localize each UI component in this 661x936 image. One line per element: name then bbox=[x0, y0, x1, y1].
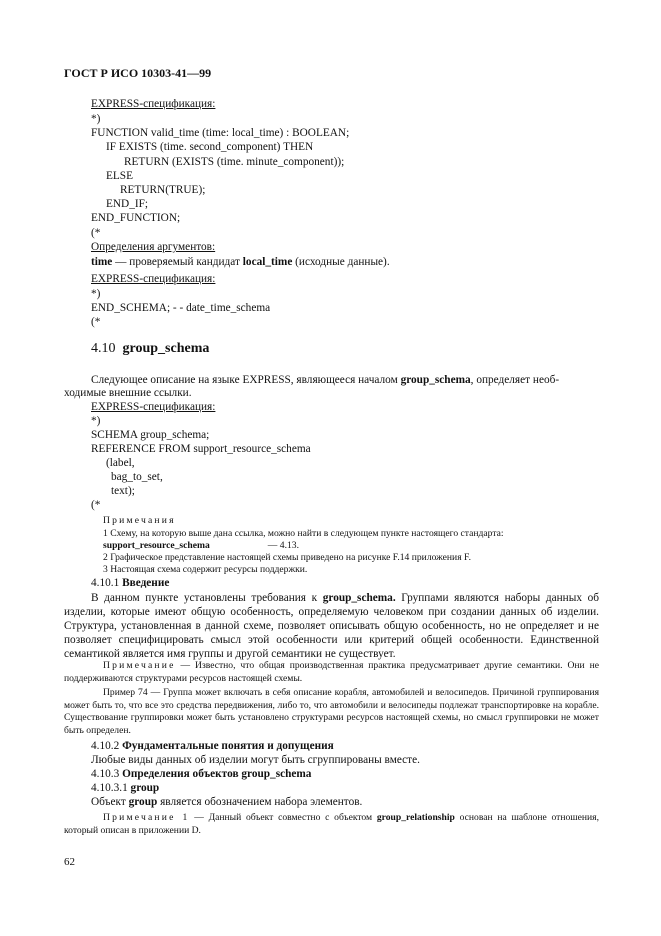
note-1-ref: — 4.13. bbox=[267, 540, 299, 551]
express-spec-label: EXPRESS-спецификация: bbox=[91, 401, 216, 413]
code-line: (* bbox=[91, 227, 101, 239]
note-4101 bbox=[64, 660, 599, 685]
paragraph-text: Объект bbox=[91, 796, 129, 808]
code-line: *) bbox=[91, 415, 101, 427]
code-line: (label, bbox=[106, 457, 135, 469]
entity-name: group_relationship bbox=[376, 812, 455, 823]
code-line: END_FUNCTION; bbox=[91, 212, 181, 224]
example-74: Пример 74 — Группа может включать в себя описание корабля, автомобилей и велосипедов. Причиной группирования может быть то, что все это средства передвижения, либо то, что автомобили и велосипеды подлежат транспортировке на корабле. Существование группировки может быть установлено структурами ресурсов настоящей схемы, но смысл группировки не может быть определен. bbox=[64, 687, 599, 736]
subsection-title: Определения объектов group_schema bbox=[122, 768, 312, 780]
note-3: 3 Настоящая схема содержит ресурсы поддержки. bbox=[103, 564, 308, 575]
entity-name: group bbox=[128, 796, 158, 808]
note-text: основан на шаблоне отношения, который описан в приложении D. bbox=[64, 812, 599, 836]
note-label: Примечание bbox=[103, 660, 176, 671]
note-label: Примечание 1 bbox=[103, 812, 190, 823]
paragraph-text: Группами являются наборы данных об изделии, которые имеют общую особенность, определяемую человеком при создании данных об изделии. Структура, установленная в данной схеме, позволяет описывать общую особенность, но не определяет и не позволяет специфицировать смысл этой особенности или критерий общей особенности. Единственной семантикой является имя группы и другой семантики не существует. bbox=[64, 592, 599, 660]
express-spec-label: EXPRESS-спецификация: bbox=[91, 273, 216, 285]
code-line: RETURN (EXISTS (time. minute_component)); bbox=[124, 156, 345, 168]
code-line: text); bbox=[111, 485, 135, 497]
note-1-reference bbox=[103, 540, 299, 551]
subsection-heading bbox=[91, 768, 311, 780]
subsection-number: 4.10.2 bbox=[91, 740, 120, 752]
page-number: 62 bbox=[64, 856, 75, 868]
paragraph-text: В данном пункте установлены требования к bbox=[91, 592, 323, 604]
code-line: IF EXISTS (time. second_component) THEN bbox=[106, 141, 314, 153]
subsection-title: group bbox=[130, 782, 160, 794]
document-header: ГОСТ Р ИСО 10303-41—99 bbox=[64, 66, 212, 80]
code-line: REFERENCE FROM support_resource_schema bbox=[91, 443, 311, 455]
subsection-title: Фундаментальные понятия и допущения bbox=[122, 740, 334, 752]
subsection-title: Введение bbox=[122, 577, 170, 589]
code-line: *) bbox=[91, 288, 101, 300]
notes-heading: Примечания bbox=[103, 515, 176, 526]
code-line: END_SCHEMA; - - date_time_schema bbox=[91, 302, 271, 314]
note-1-schema: support_resource_schema bbox=[103, 540, 210, 551]
code-line: *) bbox=[91, 113, 101, 125]
subsection-number: 4.10.3.1 bbox=[91, 782, 128, 794]
paragraph-text: является обозначением набора элементов. bbox=[157, 796, 363, 808]
arg-type: local_time bbox=[242, 256, 293, 268]
express-spec-label: EXPRESS-спецификация: bbox=[91, 98, 216, 110]
paragraph-4102: Любые виды данных об изделии могут быть сгруппированы вместе. bbox=[91, 754, 420, 766]
subsection-heading bbox=[91, 577, 169, 589]
arguments-label: Определения аргументов: bbox=[91, 241, 216, 253]
code-line: (* bbox=[91, 499, 101, 511]
code-line: SCHEMA group_schema; bbox=[91, 429, 210, 441]
code-line: FUNCTION valid_time (time: local_time) : BOOLEAN; bbox=[91, 127, 350, 139]
note-text: — Данный объект совместно с объектом bbox=[189, 812, 377, 823]
paragraph-41031 bbox=[91, 796, 362, 808]
note-text: — Известно, что общая производственная практика предусматривает другие семантики. Они не поддерживаются структурами ресурсов настоящей схемы. bbox=[64, 660, 599, 684]
schema-name: group_schema. bbox=[322, 592, 396, 604]
intro-paragraph bbox=[64, 373, 599, 387]
code-line: RETURN(TRUE); bbox=[120, 184, 206, 196]
subsection-number: 4.10.3 bbox=[91, 768, 120, 780]
section-title: group_schema bbox=[122, 341, 210, 356]
note-1: 1 Схему, на которую выше дана ссылка, можно найти в следующем пункте настоящего стандарта: bbox=[103, 528, 504, 539]
intro-text: , определяет необ- bbox=[470, 374, 560, 386]
code-line: bag_to_set, bbox=[111, 471, 163, 483]
code-line: ELSE bbox=[106, 170, 133, 182]
section-heading bbox=[91, 341, 209, 357]
subsection-heading bbox=[91, 782, 159, 794]
arg-text: (исходные данные). bbox=[292, 256, 390, 268]
arg-name: time bbox=[91, 256, 113, 268]
section-number: 4.10 bbox=[91, 341, 116, 356]
intro-schema-name: group_schema bbox=[400, 374, 471, 386]
note-41031 bbox=[64, 812, 599, 837]
subsection-heading bbox=[91, 740, 334, 752]
intro-text: Следующее описание на языке EXPRESS, являющееся началом bbox=[91, 374, 401, 386]
code-line: END_IF; bbox=[106, 198, 149, 210]
intro-line: ходимые внешние ссылки. bbox=[64, 387, 192, 399]
code-line: (* bbox=[91, 316, 101, 328]
argument-definition bbox=[91, 256, 390, 269]
note-2: 2 Графическое представление настоящей схемы приведено на рисунке F.14 приложения F. bbox=[103, 552, 471, 563]
intro-paragraph-4101 bbox=[64, 591, 599, 661]
arg-text: — проверяемый кандидат bbox=[112, 256, 243, 268]
subsection-number: 4.10.1 bbox=[91, 577, 120, 589]
